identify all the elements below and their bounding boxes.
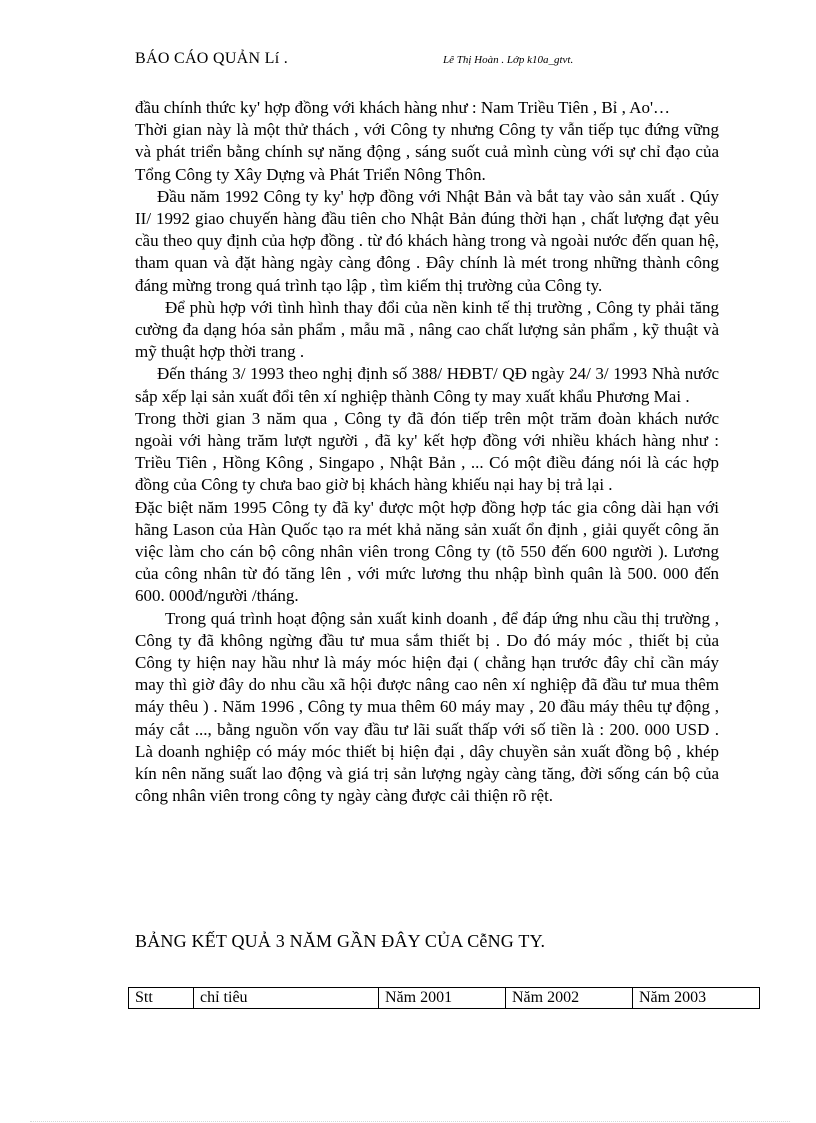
page-header xyxy=(135,50,635,74)
table-header-row xyxy=(129,988,760,1009)
paragraph: Thời gian này là một thử thách , với Công ty nhưng Công ty vẫn tiếp tục đứng vững và phát triển bằng chính sự năng động , sáng suốt cuả mình cùng với sự chỉ đạo của Tổng Công ty Xây Dựng và Phát Triển Nông Thôn. xyxy=(135,120,719,184)
table-header-cell: Stt xyxy=(129,988,194,1009)
paragraph: Đặc biệt năm 1995 Công ty đã ky' được một hợp đồng hợp tác gia công dài hạn với hãng Lason của Hàn Quốc tạo ra mét khả năng sản xuất ổn định , giải quyết công ăn việc làm cho cán bộ công nhân viên trong Công ty (tõ 550 đến 600 người ). Lương của công nhân từ đó tăng lên , với mức lương thu nhập bình quân là 500. 000 đến 600. 000đ/người /tháng. xyxy=(135,497,719,606)
table-header-cell: chỉ tiêu xyxy=(194,988,379,1009)
paragraph: Để phù hợp với tình hình thay đổi của nền kinh tế thị trường , Công ty phải tăng cường đa dạng hóa sản phẩm , mẫu mã , nâng cao chất lượng sản phẩm , kỹ thuật và mỹ thuật hợp thời trang . xyxy=(135,297,719,362)
table-title: BẢNG KẾT QUẢ 3 NĂM GẦN ĐÂY CỦA CễNG TY. xyxy=(135,931,546,951)
paragraph: Đến tháng 3/ 1993 theo nghị định số 388/ HĐBT/ QĐ ngày 24/ 3/ 1993 Nhà nước sắp xếp lại sản xuất đổi tên xí nghiệp thành Công ty may xuất khẩu Phương Mai . xyxy=(135,364,719,406)
paragraph: Trong thời gian 3 năm qua , Công ty đã đón tiếp trên một trăm đoàn khách nước ngoài với hàng trăm lượt người , đã ky' kết hợp đồng với nhiều khách hàng như : Triều Tiên , Hồng Kông , Singapo , Nhật Bản , ... Có một điều đáng nói là các hợp đồng của Công ty chưa bao giờ bị khách hàng khiếu nại hay bị trả lại . xyxy=(135,408,719,495)
table-header-cell: Năm 2003 xyxy=(633,988,760,1009)
page-bottom-border xyxy=(30,1121,790,1122)
author-info: Lê Thị Hoàn . Lớp k10a_gtvt. xyxy=(443,54,574,66)
report-title: BÁO CÁO QUẢN Lí . xyxy=(135,50,289,67)
document-body xyxy=(135,97,719,808)
paragraph: đầu chính thức ky' hợp đồng với khách hàng như : Nam Triều Tiên , Bỉ , Ao'… xyxy=(135,98,671,117)
results-table xyxy=(128,987,760,1009)
table-header-cell: Năm 2002 xyxy=(506,988,633,1009)
paragraph: Trong quá trình hoạt động sản xuất kinh doanh , để đáp ứng nhu cầu thị trường , Công ty đã không ngừng đầu tư mua sắm thiết bị . Do đó máy móc , thiết bị của Công ty hiện nay hầu như là máy móc hiện đại ( chẳng hạn trước đây chỉ cần máy may thì giờ đây do nhu cầu xã hội được nâng cao nên xí nghiệp đã đầu tư mua thêm máy thêu ) . Năm 1996 , Công ty mua thêm 60 máy may , 20 đầu máy thêu tự động , máy cắt ..., bằng nguồn vốn vay đầu tư lãi suất thấp với số tiền là : 200. 000 USD . Là doanh nghiệp có máy móc thiết bị hiện đại , dây chuyền sản xuất đồng bộ , khép kín nên năng suất lao động và giá trị sản lượng ngày càng tăng, đời sống cán bộ của công nhân viên trong công ty ngày càng được cải thiện rõ rệt. xyxy=(135,608,719,806)
table-header-cell: Năm 2001 xyxy=(379,988,506,1009)
paragraph: Đầu năm 1992 Công ty ky' hợp đồng với Nhật Bản và bắt tay vào sản xuất . Qúy II/ 1992 giao chuyến hàng đầu tiên cho Nhật Bản đúng thời hạn , chất lượng đạt yêu cầu theo quy định của hợp đồng . từ đó khách hàng trong và ngoài nước đến quan hệ, tham quan và đặt hàng ngày càng đông . Đây chính là mét trong những thành công đáng mừng trong quá trình tạo lập , tìm kiếm thị trường của Công ty. xyxy=(135,186,719,295)
